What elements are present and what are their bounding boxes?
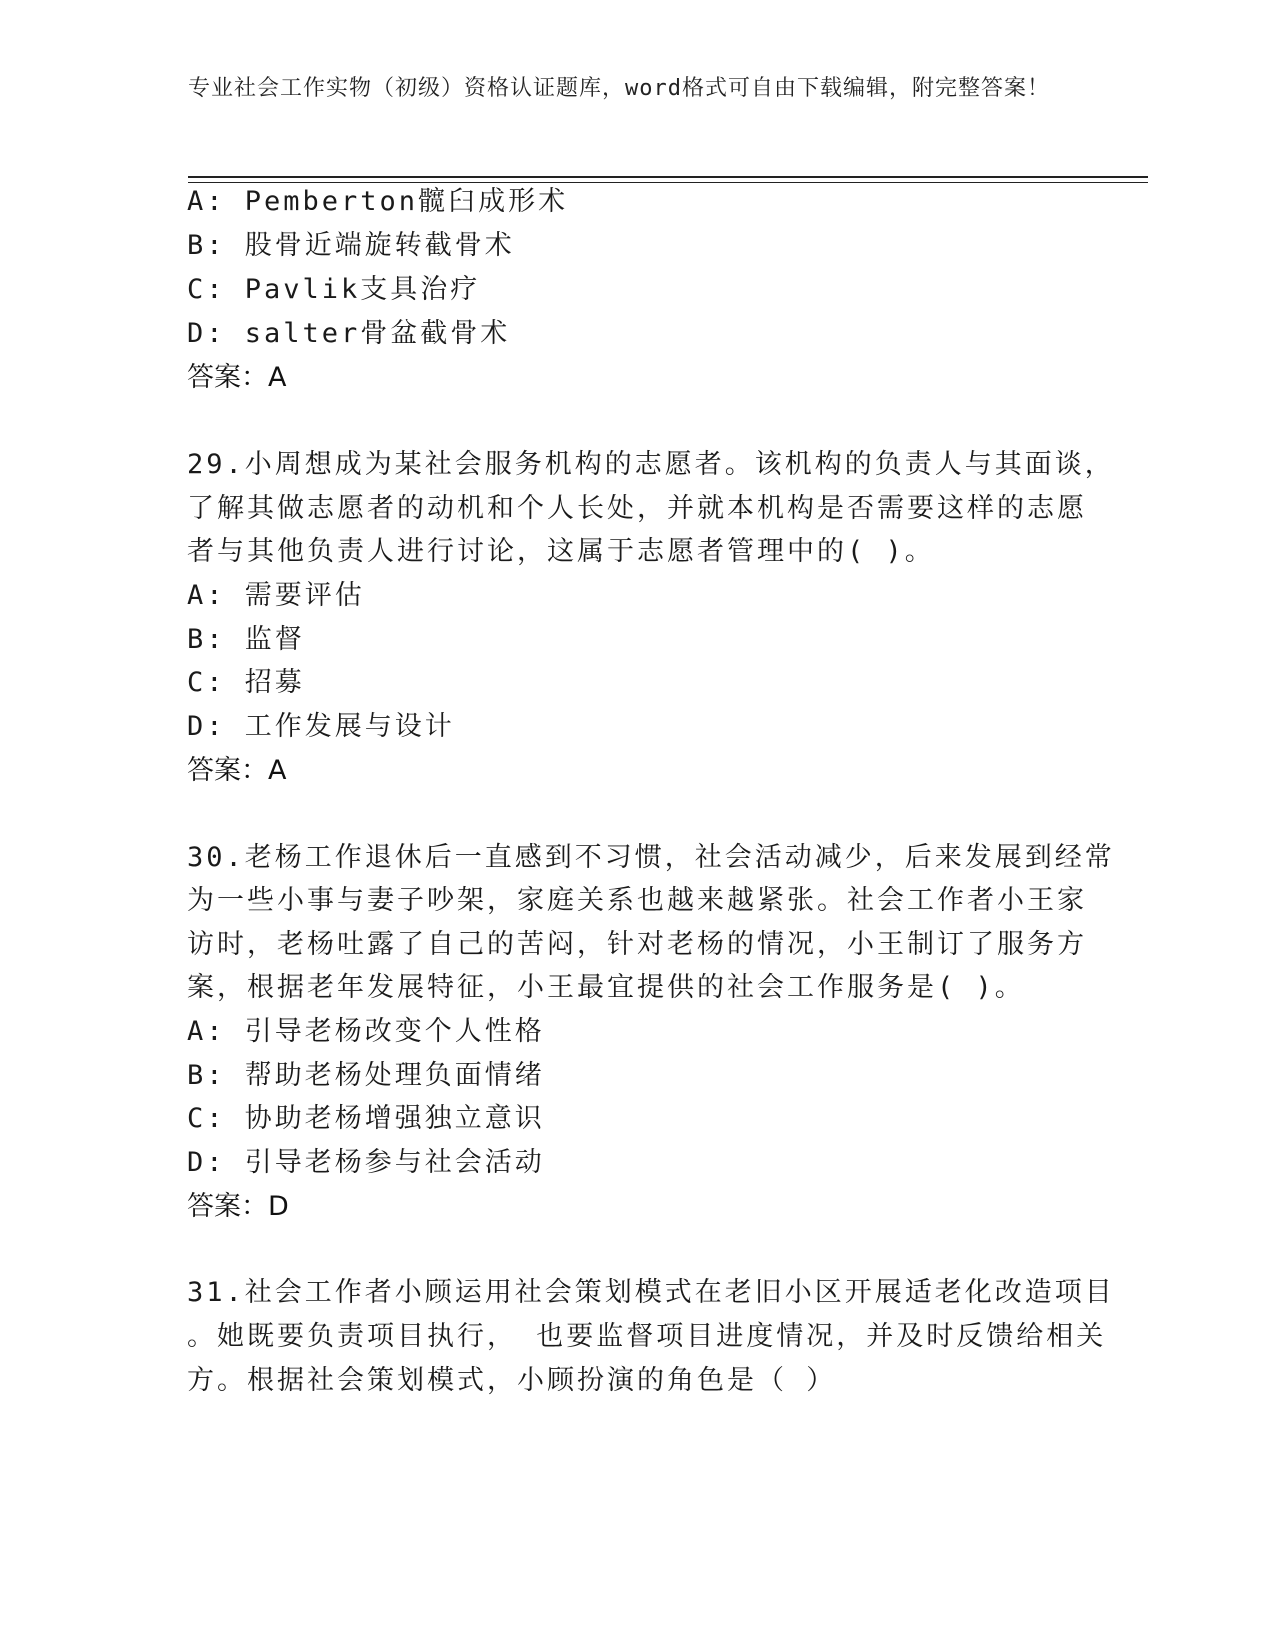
q28-option-a: A: Pemberton髋臼成形术 bbox=[187, 186, 569, 217]
q30-option-b: B: 帮助老杨处理负面情绪 bbox=[187, 1060, 545, 1091]
header-rule-thick bbox=[188, 176, 1148, 178]
q29-option-c: C: 招募 bbox=[187, 667, 305, 698]
q28-option-b: B: 股骨近端旋转截骨术 bbox=[187, 230, 515, 261]
q30-option-d: D: 引导老杨参与社会活动 bbox=[187, 1147, 545, 1178]
q30-stem-line-4: 案，根据老年发展特征，小王最宜提供的社会工作服务是( )。 bbox=[187, 972, 1025, 1003]
document-header: 专业社会工作实物（初级）资格认证题库，word格式可自由下载编辑，附完整答案！ bbox=[188, 76, 1050, 101]
q29-stem-line-3: 者与其他负责人进行讨论，这属于志愿者管理中的( )。 bbox=[187, 536, 935, 567]
q30-stem-line-1: 30.老杨工作退休后一直感到不习惯，社会活动减少，后来发展到经常 bbox=[187, 842, 1115, 873]
q28-option-d: D: salter骨盆截骨术 bbox=[187, 318, 511, 349]
q28-answer: 答案：A bbox=[187, 362, 287, 393]
header-rule-thin bbox=[188, 182, 1148, 183]
q29-option-d: D: 工作发展与设计 bbox=[187, 711, 455, 742]
q30-answer: 答案：D bbox=[187, 1191, 289, 1222]
q31-stem-line-3: 方。根据社会策划模式，小顾扮演的角色是（ ） bbox=[187, 1365, 837, 1396]
q31-stem-line-2: 。她既要负责项目执行， 也要监督项目进度情况，并及时反馈给相关 bbox=[187, 1321, 1107, 1352]
q29-option-b: B: 监督 bbox=[187, 624, 305, 655]
q30-stem-line-2: 为一些小事与妻子吵架，家庭关系也越来越紧张。社会工作者小王家 bbox=[187, 885, 1087, 916]
q28-option-c: C: Pavlik支具治疗 bbox=[187, 274, 481, 305]
q29-stem-line-1: 29.小周想成为某社会服务机构的志愿者。该机构的负责人与其面谈， bbox=[187, 449, 1115, 480]
q30-stem-line-3: 访时，老杨吐露了自己的苦闷，针对老杨的情况，小王制订了服务方 bbox=[187, 929, 1087, 960]
q29-option-a: A: 需要评估 bbox=[187, 580, 365, 611]
q30-option-a: A: 引导老杨改变个人性格 bbox=[187, 1016, 545, 1047]
q31-stem-line-1: 31.社会工作者小顾运用社会策划模式在老旧小区开展适老化改造项目 bbox=[187, 1277, 1115, 1308]
q29-stem-line-2: 了解其做志愿者的动机和个人长处，并就本机构是否需要这样的志愿 bbox=[187, 493, 1087, 524]
q30-option-c: C: 协助老杨增强独立意识 bbox=[187, 1103, 545, 1134]
q29-answer: 答案：A bbox=[187, 755, 287, 786]
